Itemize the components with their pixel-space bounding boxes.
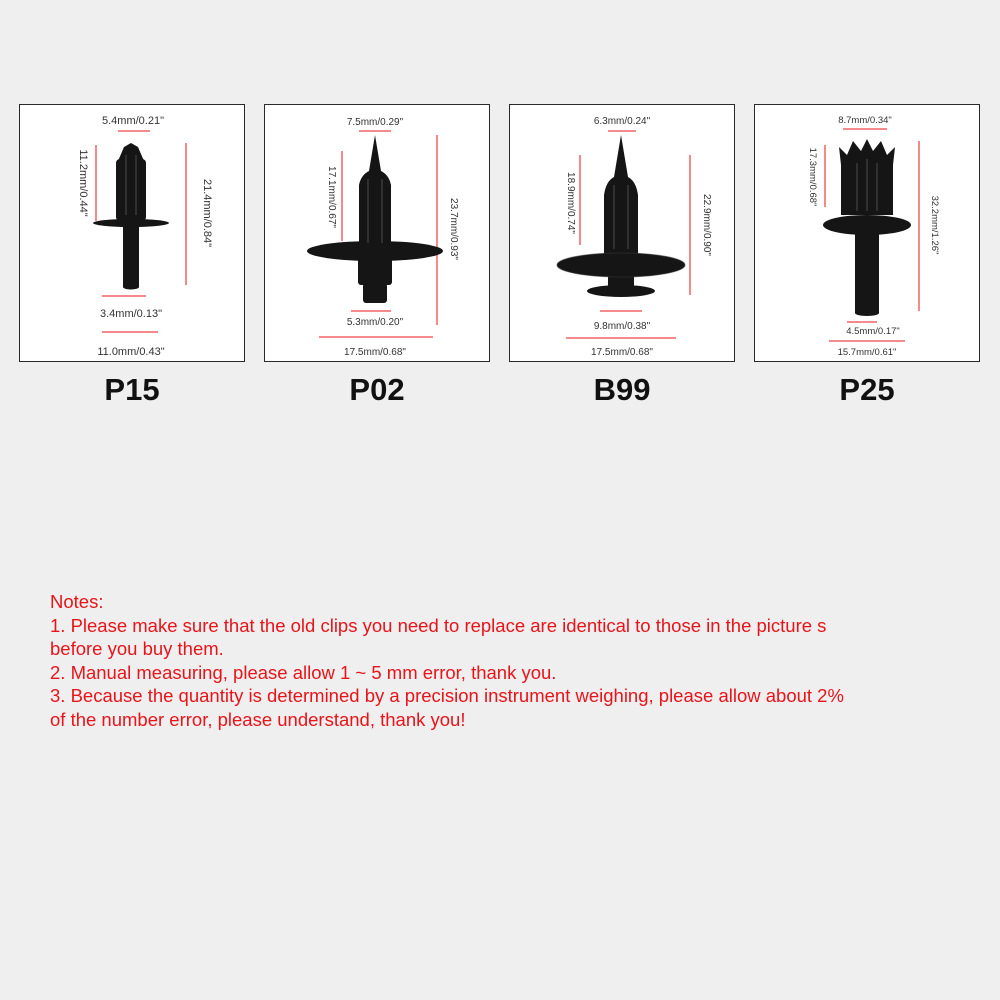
dim-stem: 9.8mm/0.38" — [593, 321, 651, 332]
notes-section — [50, 590, 980, 731]
dim-top: 6.3mm/0.24" — [593, 116, 651, 127]
dim-head-height: 11.2mm/0.44" — [77, 149, 89, 217]
dim-base: 17.5mm/0.68" — [344, 347, 406, 358]
clip-diagram-p15 — [20, 105, 246, 363]
notes-line-5: of the number error, please understand, thank you! — [50, 708, 466, 730]
dim-head-height: 17.1mm/0.67" — [326, 166, 337, 228]
notes-line-3: 2. Manual measuring, please allow 1 ~ 5 mm error, thank you. — [50, 661, 557, 683]
model-label-b99: B99 — [593, 372, 651, 407]
dim-total-height: 21.4mm/0.84" — [201, 178, 213, 248]
notes-title: Notes: — [50, 591, 104, 612]
dim-base: 17.5mm/0.68" — [591, 347, 653, 358]
model-label-p15: P15 — [104, 372, 160, 407]
product-panel-p25 — [754, 104, 980, 362]
dim-total-height: 32.2mm/1.26" — [929, 195, 940, 255]
dim-stem: 4.5mm/0.17" — [846, 326, 900, 337]
dim-base: 15.7mm/0.61" — [837, 347, 897, 358]
notes-line-2: before you buy them. — [50, 638, 224, 659]
clip-diagram-p25 — [755, 105, 981, 363]
clip-diagram-p02 — [265, 105, 491, 363]
dim-head-height: 18.9mm/0.74" — [565, 172, 576, 234]
notes-line-1: 1. Please make sure that the old clips you need to replace are identical to those in the picture s — [50, 614, 827, 636]
dim-stem: 5.3mm/0.20" — [346, 317, 404, 328]
dim-total-height: 23.7mm/0.93" — [448, 198, 459, 260]
clip-diagram-b99 — [510, 105, 736, 363]
model-label-p02: P02 — [349, 372, 405, 407]
product-panel-p02 — [264, 104, 490, 362]
clip-p15 — [93, 143, 169, 290]
dim-stem: 3.4mm/0.13" — [100, 308, 162, 320]
model-label-p25: P25 — [839, 372, 895, 407]
dim-top: 7.5mm/0.29" — [346, 117, 404, 128]
product-panel-b99 — [509, 104, 735, 362]
dim-top: 5.4mm/0.21" — [102, 115, 164, 127]
dim-total-height: 22.9mm/0.90" — [701, 194, 712, 256]
dim-head-height: 17.3mm/0.68" — [807, 147, 818, 207]
dim-top: 8.7mm/0.34" — [838, 115, 892, 126]
dim-base: 11.0mm/0.43" — [97, 346, 165, 358]
notes-line-4: 3. Because the quantity is determined by a precision instrument weighing, please allow about 2% — [50, 685, 844, 706]
product-panel-p15 — [19, 104, 245, 362]
